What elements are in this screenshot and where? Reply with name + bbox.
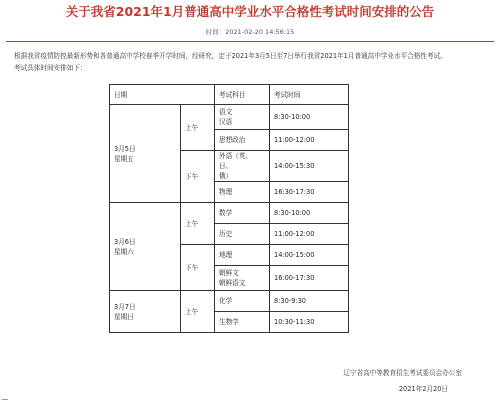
subject-line: 数学 <box>219 209 233 217</box>
period-cell: 上午 <box>181 291 215 333</box>
publish-time: 时间：2021-02-20 14:56:15 <box>205 28 295 36</box>
time-cell: 14:00-15:30 <box>270 151 349 182</box>
subject-line: 语文 <box>219 108 233 116</box>
subject-line: 生物学 <box>219 318 239 326</box>
corner-mark <box>2 399 8 400</box>
date-cell <box>110 203 181 291</box>
time-cell: 8:30-10:00 <box>270 105 349 130</box>
table-row <box>110 105 349 130</box>
subject-line: 汉语 <box>219 118 233 126</box>
subject-cell <box>215 151 270 182</box>
subject-cell <box>215 203 270 224</box>
weekday-label: 星期日 <box>114 312 134 321</box>
subject-cell <box>215 245 270 266</box>
header-time: 考试时间 <box>270 85 349 105</box>
subject-cell <box>215 182 270 203</box>
header-subject: 考试科目 <box>215 85 270 105</box>
subject-cell <box>215 312 270 333</box>
time-cell: 8:30-9:30 <box>270 291 349 312</box>
time-cell: 10:30-11:30 <box>270 312 349 333</box>
header-date: 日期 <box>110 85 215 105</box>
date-cell <box>110 105 181 203</box>
subject-cell <box>215 224 270 245</box>
date-label: 3月7日 <box>114 302 136 311</box>
subject-line: 外语（英、日、 <box>219 152 252 170</box>
table-row <box>110 291 349 312</box>
date-label: 3月6日 <box>114 237 136 246</box>
period-cell: 上午 <box>181 203 215 245</box>
intro-line-1: 根据我省疫情防控最新形势和各普通高中学校春季开学时间，经研究，定于2021年3月5日至7日举行我省2021年1月普通高中学业水平合格性考试。 <box>14 52 447 60</box>
date-label: 3月5日 <box>114 144 136 153</box>
page-title: 关于我省2021年1月普通高中学业水平合格性考试时间安排的公告 <box>65 4 435 19</box>
time-cell: 14:00-15:00 <box>270 245 349 266</box>
subject-line: 化学 <box>219 297 233 305</box>
exam-schedule-body <box>110 85 349 333</box>
weekday-label: 星期五 <box>114 154 134 163</box>
time-cell: 11:00-12:00 <box>270 224 349 245</box>
intro-paragraph <box>14 50 494 74</box>
subject-cell <box>215 105 270 130</box>
subject-line: 朝鲜文 <box>219 269 239 277</box>
date-cell <box>110 291 181 333</box>
subject-cell <box>215 130 270 151</box>
period-cell: 上午 <box>181 105 215 151</box>
subject-line: 历史 <box>219 230 233 238</box>
table-row <box>110 203 349 224</box>
exam-schedule-table <box>109 84 349 333</box>
intro-line-2: 考试具体时间安排如下： <box>14 64 87 72</box>
time-cell: 16:00-17:30 <box>270 266 349 291</box>
subject-line: 物理 <box>219 188 233 196</box>
subject-line: 地理 <box>219 251 233 259</box>
subject-line: 俄） <box>219 172 233 180</box>
issuer-name: 辽宁省高中等教育招生考试委员会办公室 <box>343 369 462 377</box>
period-cell: 下午 <box>181 245 215 291</box>
issue-date: 2021年2月20日 <box>398 385 448 393</box>
table-header-row <box>110 85 349 105</box>
time-cell: 16:30-17:30 <box>270 182 349 203</box>
subject-cell <box>215 291 270 312</box>
title-divider <box>6 41 494 42</box>
time-cell: 8:30-10:00 <box>270 203 349 224</box>
subject-line: 思想政治 <box>219 136 246 144</box>
subject-cell <box>215 266 270 291</box>
page-bottom-edge <box>0 401 500 405</box>
period-cell: 下午 <box>181 151 215 203</box>
weekday-label: 星期六 <box>114 247 134 256</box>
time-cell: 11:00-12:00 <box>270 130 349 151</box>
subject-line: 朝鲜语文 <box>219 279 246 287</box>
